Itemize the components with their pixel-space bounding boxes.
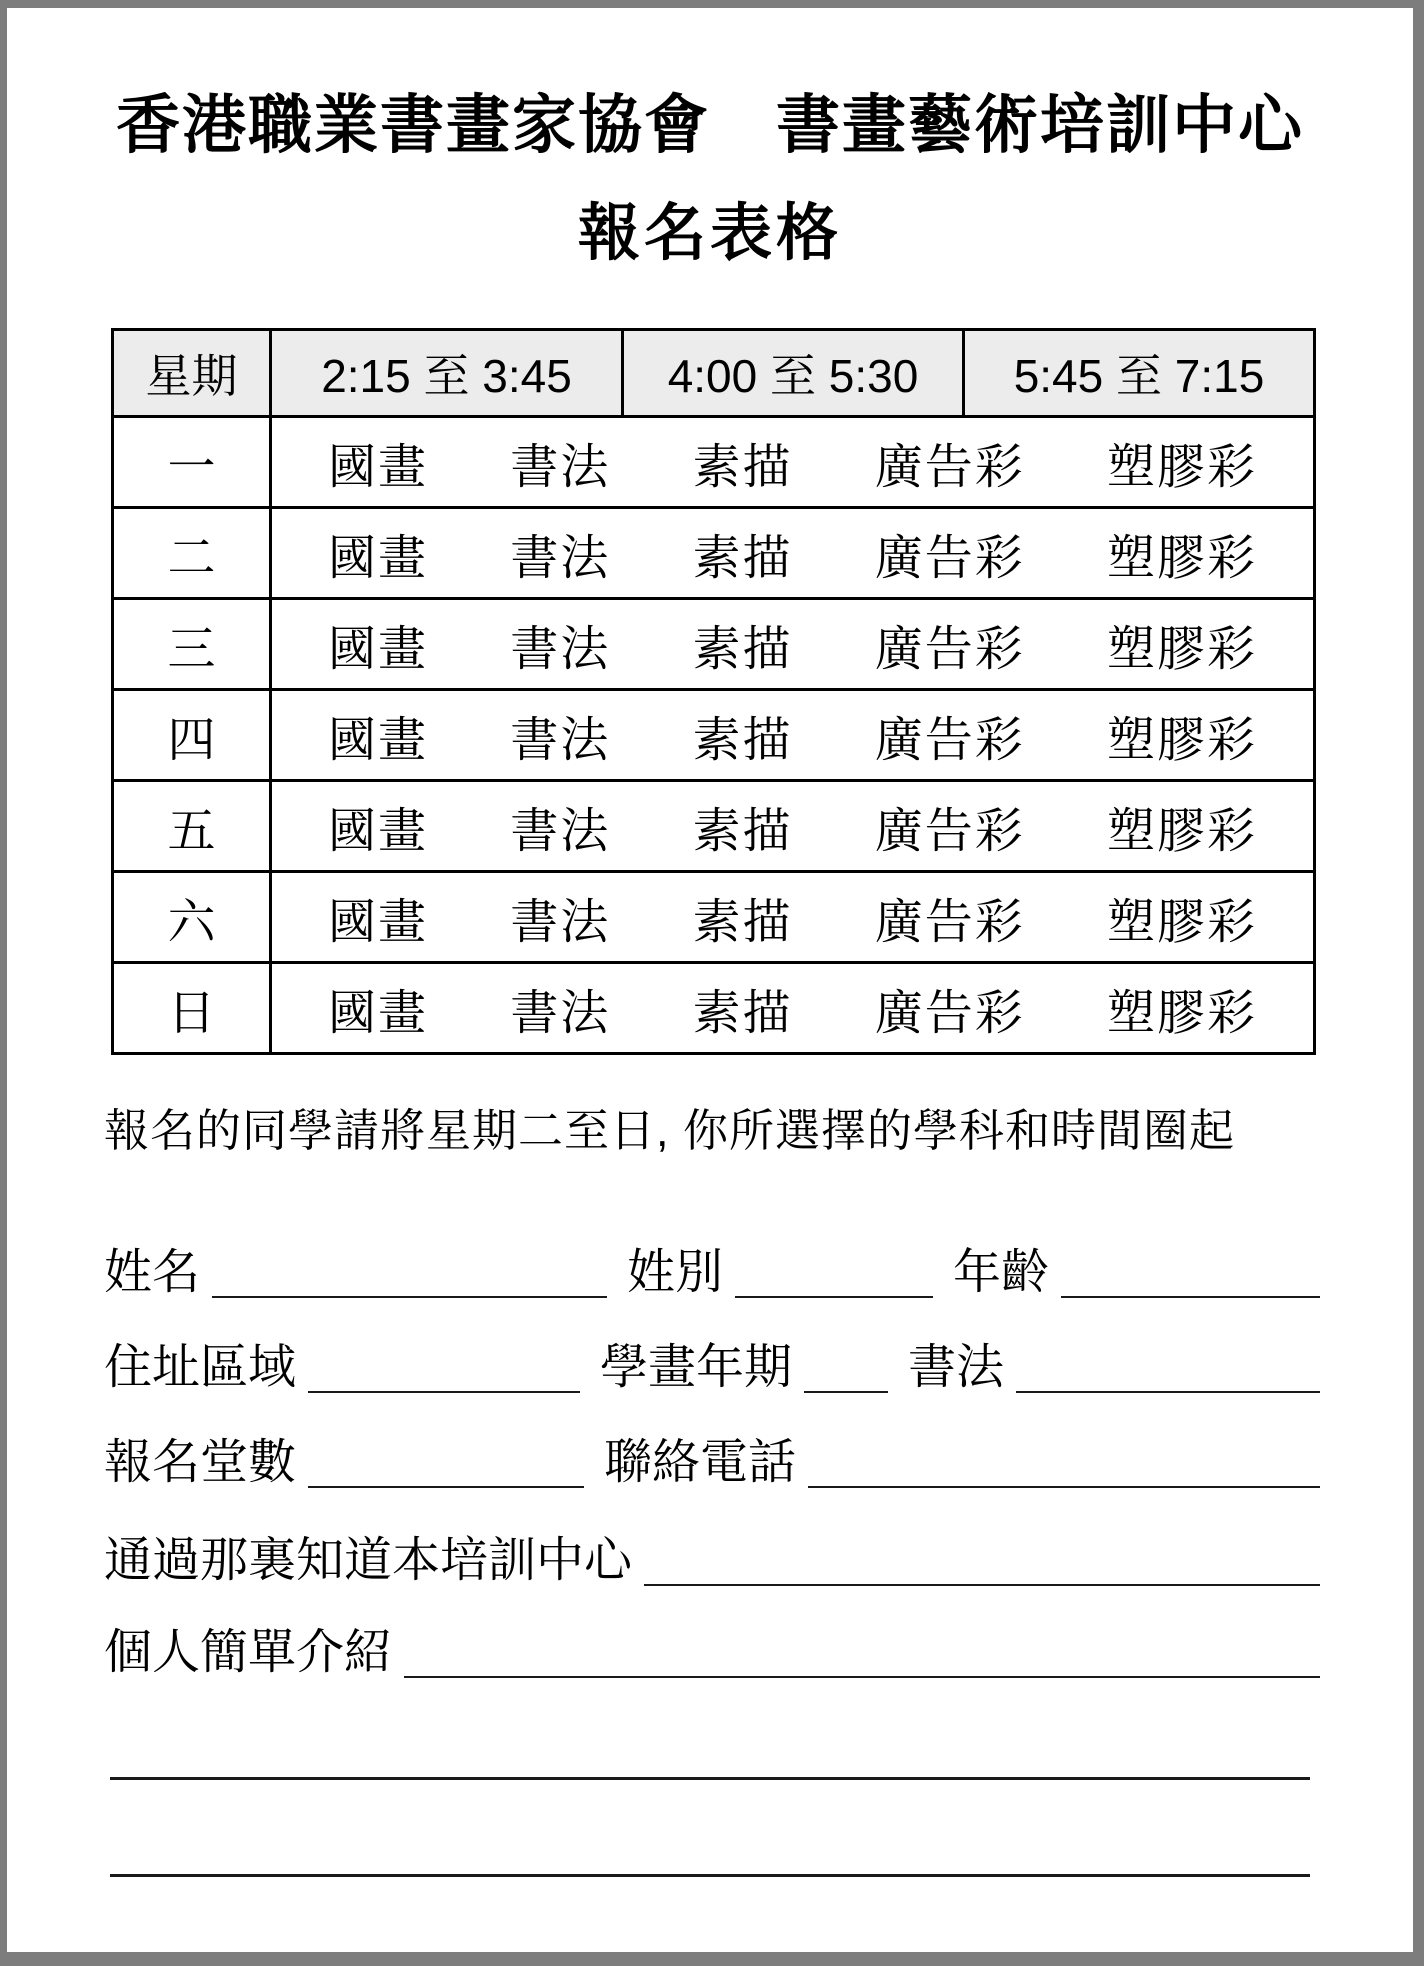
course-item: 書法 <box>510 895 611 949</box>
course-item: 廣告彩 <box>874 804 1025 858</box>
table-row-sun <box>113 963 1315 1054</box>
course-item: 塑膠彩 <box>1106 895 1257 949</box>
table-row-thu <box>113 690 1315 781</box>
course-item: 國畫 <box>328 804 429 858</box>
extra-blank-line-1 <box>110 1777 1310 1780</box>
course-item: 素描 <box>692 804 793 858</box>
course-item: 素描 <box>692 531 793 585</box>
courses-cell <box>271 508 1315 599</box>
course-item: 廣告彩 <box>874 986 1025 1040</box>
course-item: 書法 <box>510 713 611 767</box>
address-blank-line <box>308 1333 580 1393</box>
form-row-classes-phone <box>104 1428 1320 1488</box>
course-item: 素描 <box>692 713 793 767</box>
page-subtitle: 報名表格 <box>577 200 842 268</box>
course-item: 塑膠彩 <box>1106 986 1257 1040</box>
day-cell: 五 <box>113 781 271 872</box>
course-item: 書法 <box>510 622 611 676</box>
course-item: 素描 <box>692 622 793 676</box>
painting-years-blank-line <box>804 1333 888 1393</box>
class-count-blank-line <box>308 1428 584 1488</box>
schedule-table <box>111 328 1316 1055</box>
page-title: 香港職業書畫家協會 書畫藝術培訓中心 <box>116 90 1304 161</box>
course-item: 廣告彩 <box>874 895 1025 949</box>
phone-label: 聯絡電話 <box>604 1436 797 1490</box>
form-row-address-years-calligraphy <box>104 1333 1320 1393</box>
courses-cell <box>271 690 1315 781</box>
day-cell: 四 <box>113 690 271 781</box>
course-item: 素描 <box>692 895 793 949</box>
table-row-sat <box>113 872 1315 963</box>
age-label: 年齡 <box>953 1246 1050 1300</box>
course-item: 書法 <box>510 804 611 858</box>
name-blank-line <box>212 1238 607 1298</box>
course-item: 廣告彩 <box>874 440 1025 494</box>
phone-blank-line <box>808 1428 1320 1488</box>
course-item: 塑膠彩 <box>1106 531 1257 585</box>
calligraphy-label: 書法 <box>908 1341 1005 1395</box>
intro-blank-line <box>404 1618 1320 1678</box>
course-item: 塑膠彩 <box>1106 713 1257 767</box>
header-timeslot-1: 2:15 至 3:45 <box>271 330 623 417</box>
course-item: 廣告彩 <box>874 713 1025 767</box>
painting-years-label: 學畫年期 <box>600 1341 793 1395</box>
extra-blank-line-2 <box>110 1874 1310 1877</box>
course-item: 國畫 <box>328 440 429 494</box>
referral-label: 通過那裏知道本培訓中心 <box>104 1534 633 1588</box>
table-row-mon <box>113 417 1315 508</box>
courses-cell <box>271 599 1315 690</box>
referral-blank-line <box>644 1526 1320 1586</box>
course-item: 書法 <box>510 531 611 585</box>
course-item: 書法 <box>510 986 611 1040</box>
class-count-label: 報名堂數 <box>104 1436 297 1490</box>
course-item: 國畫 <box>328 531 429 585</box>
course-item: 素描 <box>692 986 793 1040</box>
instruction-note: 報名的同學請將星期二至日, 你所選擇的學科和時間圈起 <box>104 1105 1236 1156</box>
sex-blank-line <box>735 1238 933 1298</box>
course-item: 素描 <box>692 440 793 494</box>
day-cell: 六 <box>113 872 271 963</box>
calligraphy-blank-line <box>1016 1333 1320 1393</box>
day-cell: 一 <box>113 417 271 508</box>
form-row-name-sex-age <box>104 1238 1320 1298</box>
header-timeslot-2: 4:00 至 5:30 <box>623 330 964 417</box>
course-item: 廣告彩 <box>874 622 1025 676</box>
course-item: 塑膠彩 <box>1106 440 1257 494</box>
header-timeslot-3: 5:45 至 7:15 <box>964 330 1315 417</box>
courses-cell <box>271 963 1315 1054</box>
course-item: 國畫 <box>328 622 429 676</box>
courses-cell <box>271 872 1315 963</box>
header-day-column: 星期 <box>113 330 271 417</box>
table-row-tue <box>113 508 1315 599</box>
intro-label: 個人簡單介紹 <box>104 1626 393 1680</box>
day-cell: 三 <box>113 599 271 690</box>
form-row-referral <box>104 1526 1320 1586</box>
course-item: 國畫 <box>328 713 429 767</box>
sex-label: 姓別 <box>627 1246 724 1300</box>
course-item: 書法 <box>510 440 611 494</box>
day-cell: 二 <box>113 508 271 599</box>
form-page <box>7 8 1413 1952</box>
course-item: 塑膠彩 <box>1106 622 1257 676</box>
course-item: 廣告彩 <box>874 531 1025 585</box>
course-item: 國畫 <box>328 986 429 1040</box>
age-blank-line <box>1061 1238 1320 1298</box>
day-cell: 日 <box>113 963 271 1054</box>
course-item: 塑膠彩 <box>1106 804 1257 858</box>
table-row-fri <box>113 781 1315 872</box>
address-label: 住址區域 <box>104 1341 297 1395</box>
schedule-header-row <box>113 330 1315 417</box>
form-row-intro <box>104 1618 1320 1678</box>
table-row-wed <box>113 599 1315 690</box>
name-label: 姓名 <box>104 1246 201 1300</box>
courses-cell <box>271 781 1315 872</box>
courses-cell <box>271 417 1315 508</box>
course-item: 國畫 <box>328 895 429 949</box>
